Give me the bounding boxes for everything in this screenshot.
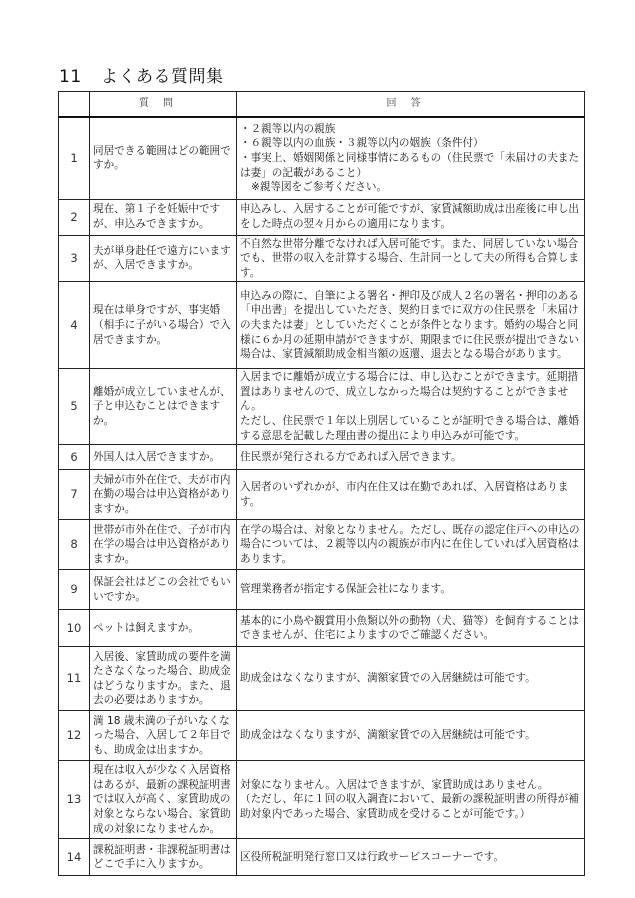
question-cell: 課税証明書・非課税証明書はどこで手に入りますか。 [90,839,237,876]
question-cell: 外国人は入居できますか。 [90,445,237,470]
answer-cell [237,761,585,839]
answer-cell [237,199,585,235]
table-row [59,647,585,711]
row-number: 3 [59,235,90,282]
table-row [59,570,585,610]
question-cell: 入居後、家賃助成の要件を満たさなくなった場合、助成金はどうなりますか。また、退去の必要はありますか。 [90,647,237,711]
row-number: 4 [59,282,90,369]
question-cell: 同居できる範囲はどの範囲ですか。 [90,117,237,199]
answer-cell [237,570,585,610]
answer-line: （ただし、年に１回の収入調査において、最新の課税証明書の所得が補助対象内であった場合、家賃助成を受けることが可能です。） [240,793,579,821]
table-row [59,839,585,876]
answer-line: 対象になりません。入居はできますが、家賃助成はありません。 [240,778,549,791]
table-row [59,520,585,570]
answer-line: 管理業務者が指定する保証会社になります。 [240,583,452,596]
answer-line: ・２親等以内の親族 [240,122,336,135]
answer-cell [237,445,585,470]
question-cell: 世帯が市外在住で、子が市内在学の場合は申込資格がありますか。 [90,520,237,570]
row-number: 10 [59,610,90,647]
answer-cell [237,369,585,445]
row-number: 8 [59,520,90,570]
row-number: 7 [59,470,90,520]
answer-line: 申込みの際に、自筆による署名・押印及び成人２名の署名・押印のある「申出書」を提出していただき、契約日までに双方の住民票を「未届けの夫または妻」としていただくことが条件となります。婚約の場合と同様に６か月の延期申請ができますが、期限までに住民票が提出できない場合は、家賃減額助成金相当額の返還、退去となる場合があります。 [240,289,579,361]
table-row [59,610,585,647]
question-cell: 離婚が成立していませんが、子と申込むことはできますか。 [90,369,237,445]
header-question: 質問 [90,92,237,118]
row-number: 1 [59,117,90,199]
table-row [59,369,585,445]
row-number: 11 [59,647,90,711]
header-answer: 回答 [237,92,585,118]
answer-cell [237,839,585,876]
answer-cell [237,520,585,570]
answer-line: 不自然な世帯分離でなければ入居可能です。また、同居していない場合でも、世帯の収入を計算する場合、生計同一として夫の所得も合算します。 [240,237,579,279]
question-cell: 現在、第１子を妊娠中ですが、申込みできますか。 [90,199,237,235]
question-cell: 満 18 歳未満の子がいなくなった場合、入居して２年目でも、助成金は出ますか。 [90,711,237,761]
table-row [59,282,585,369]
table-row [59,711,585,761]
answer-cell [237,470,585,520]
table-row [59,470,585,520]
answer-line: ・事実上、婚姻関係と同様事情にあるもの（住民票で「未届けの夫または妻」の記載があること） [240,151,579,179]
header-number [59,92,90,118]
table-row [59,199,585,235]
question-cell: ペットは飼えますか。 [90,610,237,647]
section-number: 11 [59,67,82,87]
question-cell: 現在は単身ですが、事実婚（相手に子がいる場合）で入居できますか。 [90,282,237,369]
row-number: 14 [59,839,90,876]
row-number: 2 [59,199,90,235]
answer-cell [237,117,585,199]
table-row [59,445,585,470]
answer-line: 助成金はなくなりますが、満額家賃での入居継続は可能です。 [240,729,536,742]
answer-line: 入居者のいずれかが、市内在住又は在勤であれば、入居資格はあります。 [240,481,569,508]
answer-line: 基本的に小鳥や観賞用小魚類以外の動物（犬、猫等）を飼育することはできませんが、住宅によりますのでご確認ください。 [240,614,579,642]
answer-line: 入居までに離婚が成立する場合には、申し込むことができます。延期措置はありませんので、成立しなかった場合は契約することができません。 [240,371,579,413]
row-number: 12 [59,711,90,761]
row-number: 9 [59,570,90,610]
faq-table-body [59,117,585,876]
answer-cell [237,647,585,711]
row-number: 13 [59,761,90,839]
answer-line: ただし、住民票で１年以上別居していることが証明できる場合は、離婚する意思を記載した理由書の提出により申込みが可能です。 [240,415,579,442]
question-cell: 夫が単身赴任で遠方にいますが、入居できますか。 [90,235,237,282]
answer-cell [237,711,585,761]
question-cell: 現在は収入が少なく入居資格はあるが、最新の課税証明書では収入が高く、家賃助成の対象とならない場合、家賃助成の対象になりませんか。 [90,761,237,839]
question-cell: 夫婦が市外在住で、夫が市内在勤の場合は申込資格がありますか。 [90,470,237,520]
table-row [59,117,585,199]
answer-line: 在学の場合は、対象となりません。ただし、既存の認定住戸への申込の場合については、２親等以内の親族が市内に在住していれば入居資格はあります。 [240,523,580,566]
answer-line: ・６親等以内の血族・３親等以内の姻族（条件付） [240,137,484,150]
answer-cell [237,235,585,282]
answer-line: 区役所税証明発行窓口又は行政サービスコーナーです。 [240,850,504,863]
answer-line: 住民票が発行される方であれば入居できます。 [240,450,462,463]
faq-table [58,91,585,876]
answer-line: 助成金はなくなりますが、満額家賃での入居継続は可能です。 [240,672,536,685]
answer-line: 申込みし、入居することが可能ですが、家賃減額助成は出産後に申し出をした時点の翌々月からの適用になります。 [240,203,579,230]
page-title [59,62,224,87]
table-row [59,235,585,282]
answer-line: ※親等図をご参考ください。 [251,181,388,194]
row-number: 5 [59,369,90,445]
answer-cell [237,282,585,369]
question-cell: 保証会社はどこの会社でもいいですか。 [90,570,237,610]
answer-cell [237,610,585,647]
table-row [59,761,585,839]
table-header-row [59,92,585,118]
row-number: 6 [59,445,90,470]
section-title: よくある質問集 [101,67,224,87]
